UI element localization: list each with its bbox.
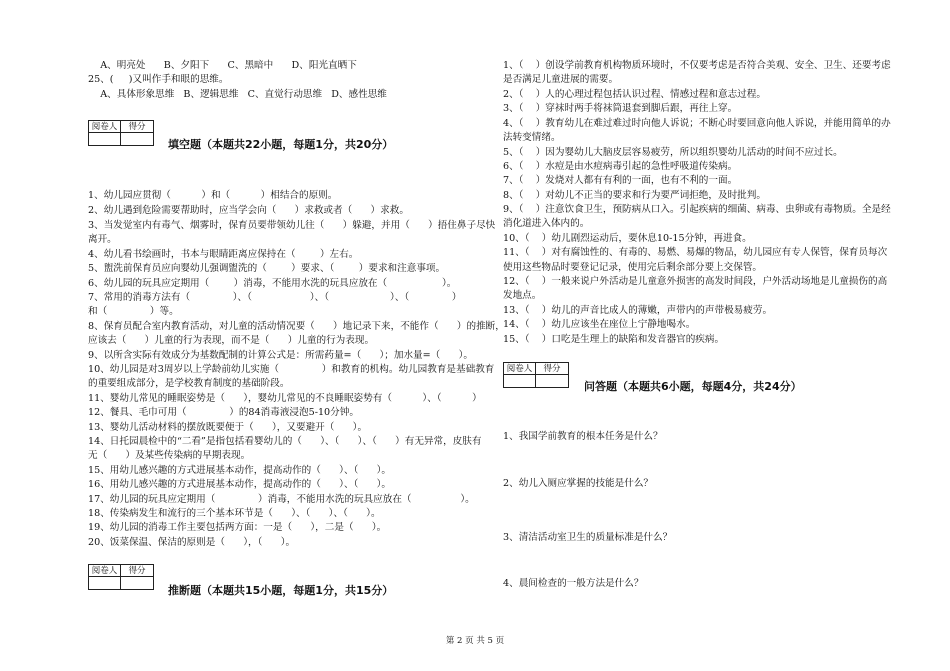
choice-options-24: A、明亮处 B、夕阳下 C、黑暗中 D、阳光直晒下 — [88, 60, 357, 71]
fill-line: 6、幼儿园的玩具应定期用（ ）消毒，不能用水洗的玩具应放在（ ）。 — [88, 278, 457, 289]
fill-line: 的重要组成部分，是学校教育制度的基础阶段。 — [88, 378, 290, 389]
grader-label: 阅卷人 — [89, 121, 121, 133]
fill-line: 11、婴幼儿常见的睡眠姿势是（ ），婴幼儿常见的不良睡眠姿势有（ ）、（ ） — [88, 393, 482, 404]
fill-line: 离开。 — [88, 234, 117, 245]
judge-line: 7、（ ）发烧对人都有有利的一面，也有不利的一面。 — [503, 175, 738, 186]
judge-line: 13、（ ）幼儿的声音比成人的薄嫩，声带内的声带极易疲劳。 — [503, 305, 773, 316]
choice-options-25: A、具体形象思维 B、逻辑思维 C、直觉行动思维 D、感性思维 — [88, 89, 387, 100]
question-25: 25、( )又叫作手和眼的思维。 — [88, 74, 229, 85]
qa-question: 2、幼儿入厕应掌握的技能是什么？ — [503, 478, 654, 489]
fill-line: 9、以所含实际有效成分为基数配制的计算公式是：所需药量=（ ）；加水量=（ ）。 — [88, 350, 473, 361]
judge-line: 1、（ ）创设学前教育机构物质环境时，不仅要考虑是否符合美观、安全、卫生、还要考虑 — [503, 60, 891, 71]
section-title-fill: 填空题（本题共22小题，每题1分，共20分） — [168, 138, 394, 151]
fill-line: 10、幼儿园是对3周岁以上学龄前幼儿实施（ ）和教育的机构。幼儿园教育是基础教育 — [88, 364, 495, 375]
fill-line: 5、盥洗前保育员应向婴幼儿强调盥洗的（ ）要求、（ ）要求和注意事项。 — [88, 263, 446, 274]
judge-line: 8、（ ）对幼儿不正当的要求和行为要严词拒绝，及时批判。 — [503, 190, 766, 201]
score-cell — [121, 133, 153, 145]
qa-question: 1、我国学前教育的根本任务是什么？ — [503, 431, 663, 442]
fill-line: 15、用幼儿感兴趣的方式进展基本动作，提高动作的（ ）、（ ）。 — [88, 465, 392, 476]
fill-line: 2、幼儿遇到危险需要帮助时，应当学会向（ ）求救或者（ ）求救。 — [88, 205, 409, 216]
judge-line: 9、（ ）注意饮食卫生，预防病从口入。引起疾病的细菌、病毒、虫卵或有毒物质。全是经 — [503, 204, 891, 215]
judge-line: 3、（ ）穿袜时两手将袜筒退套到脚后跟，再往上穿。 — [503, 103, 738, 114]
judge-line: 是否满足儿童进展的需要。 — [503, 74, 619, 85]
grader-cell — [504, 375, 536, 387]
judge-line: 法转变情绪。 — [503, 132, 561, 143]
section-title-judge: 推断题（本题共15小题，每题1分，共15分） — [168, 584, 394, 597]
qa-question: 4、晨间检查的一般方法是什么？ — [503, 578, 644, 589]
section-title-qa: 问答题（本题共6小题，每题4分，共24分） — [584, 380, 802, 393]
fill-line: 7、常用的消毒方法有（ ）、（ ）、（ ）、（ ） — [88, 292, 462, 303]
judge-line: 4、（ ）教育幼儿在难过难过时向他人诉说；不断心时要回意向他人诉说，并能用简单的办 — [503, 118, 891, 129]
score-label: 得分 — [121, 565, 153, 577]
qa-question: 3、清洁活动室卫生的质量标准是什么？ — [503, 532, 673, 543]
fill-line: 12、餐具、毛巾可用（ ）的84消毒液浸泡5-10分钟。 — [88, 407, 359, 418]
fill-line: 3、当发觉室内有毒气、烟雾时，保育员要带领幼儿往（ ）躲避，并用（ ）捂住鼻子尽快 — [88, 220, 496, 231]
fill-line: 和（ ）等。 — [88, 306, 179, 317]
grader-label: 阅卷人 — [504, 363, 536, 375]
fill-line: 1、幼儿园应贯彻（ ）和（ ）相结合的原则。 — [88, 190, 338, 201]
judge-line: 6、（ ）水痘是由水痘病毒引起的急性呼吸道传染病。 — [503, 161, 738, 172]
score-box-qa — [503, 362, 569, 388]
score-box-judge — [88, 564, 154, 590]
fill-line: 无（ ）及某些传染病的早期表现。 — [88, 450, 251, 461]
fill-line: 20、饭菜保温、保洁的原则是（ ），（ ）。 — [88, 537, 296, 548]
fill-line: 14、日托园晨检中的“二看”是指包括看婴幼儿的（ ）、（ ）、（ ）有无异常，皮肤有 — [88, 436, 482, 447]
fill-line: 应该去（ ）儿童的行为表现，而不是（ ）儿童的行为表现。 — [88, 335, 375, 346]
judge-line: 12、（ ）一般来说户外活动是儿童意外损害的高发时间段，户外活动场地是儿童损伤的高 — [503, 276, 888, 287]
score-cell — [121, 577, 153, 589]
fill-line: 8、保育员配合室内教育活动，对儿童的活动情况要（ ）地记录下来，不能作（ ）的推断， — [88, 321, 505, 332]
judge-line: 发地点。 — [503, 290, 542, 301]
grader-label: 阅卷人 — [89, 565, 121, 577]
page-footer: 第 2 页 共 5 页 — [445, 636, 505, 646]
judge-line: 15、（ ）口吃是生理上的缺陷和发音器官的疾病。 — [503, 334, 725, 345]
grader-cell — [89, 577, 121, 589]
judge-line: 2、（ ）人的心理过程包括认识过程、情感过程和意志过程。 — [503, 89, 766, 100]
fill-line: 18、传染病发生和流行的三个基本环节是（ ）、（ ）、（ ）。 — [88, 508, 381, 519]
judge-line: 11、（ ）对有腐蚀性的、有毒的、易燃、易爆的物品，幼儿园应有专人保管，保育员每次 — [503, 247, 888, 258]
judge-line: 使用这些物品时要登记记录，使用完后剩余部分要上交保管。 — [503, 262, 763, 273]
fill-line: 13、婴幼儿活动材料的摆放既要便于（ ），又要避开（ ）。 — [88, 422, 368, 433]
score-cell — [536, 375, 568, 387]
grader-cell — [89, 133, 121, 145]
judge-line: 10、（ ）幼儿剧烈运动后，要休息10-15分钟，再进食。 — [503, 233, 752, 244]
fill-line: 19、幼儿园的消毒工作主要包括两方面：一是（ ），二是（ ）。 — [88, 522, 387, 533]
judge-line: 5、（ ）因为婴幼儿大脑皮层容易疲劳，所以组织婴幼儿活动的时间不应过长。 — [503, 147, 843, 158]
judge-line: 14、（ ）幼儿应该坐在座位上宁静地喝水。 — [503, 319, 696, 330]
fill-line: 4、幼儿看书绘画时，书本与眼睛距离应保持在（ ）左右。 — [88, 249, 359, 260]
score-box-fill — [88, 120, 154, 146]
score-label: 得分 — [121, 121, 153, 133]
fill-line: 16、用幼儿感兴趣的方式进展基本动作，提高动作的（ ）、（ ）。 — [88, 479, 392, 490]
fill-line: 17、幼儿园的玩具应定期用（ ）消毒，不能用水洗的玩具应放在（ ）。 — [88, 494, 475, 505]
score-label: 得分 — [536, 363, 568, 375]
judge-line: 消化道进入体内的。 — [503, 218, 590, 229]
